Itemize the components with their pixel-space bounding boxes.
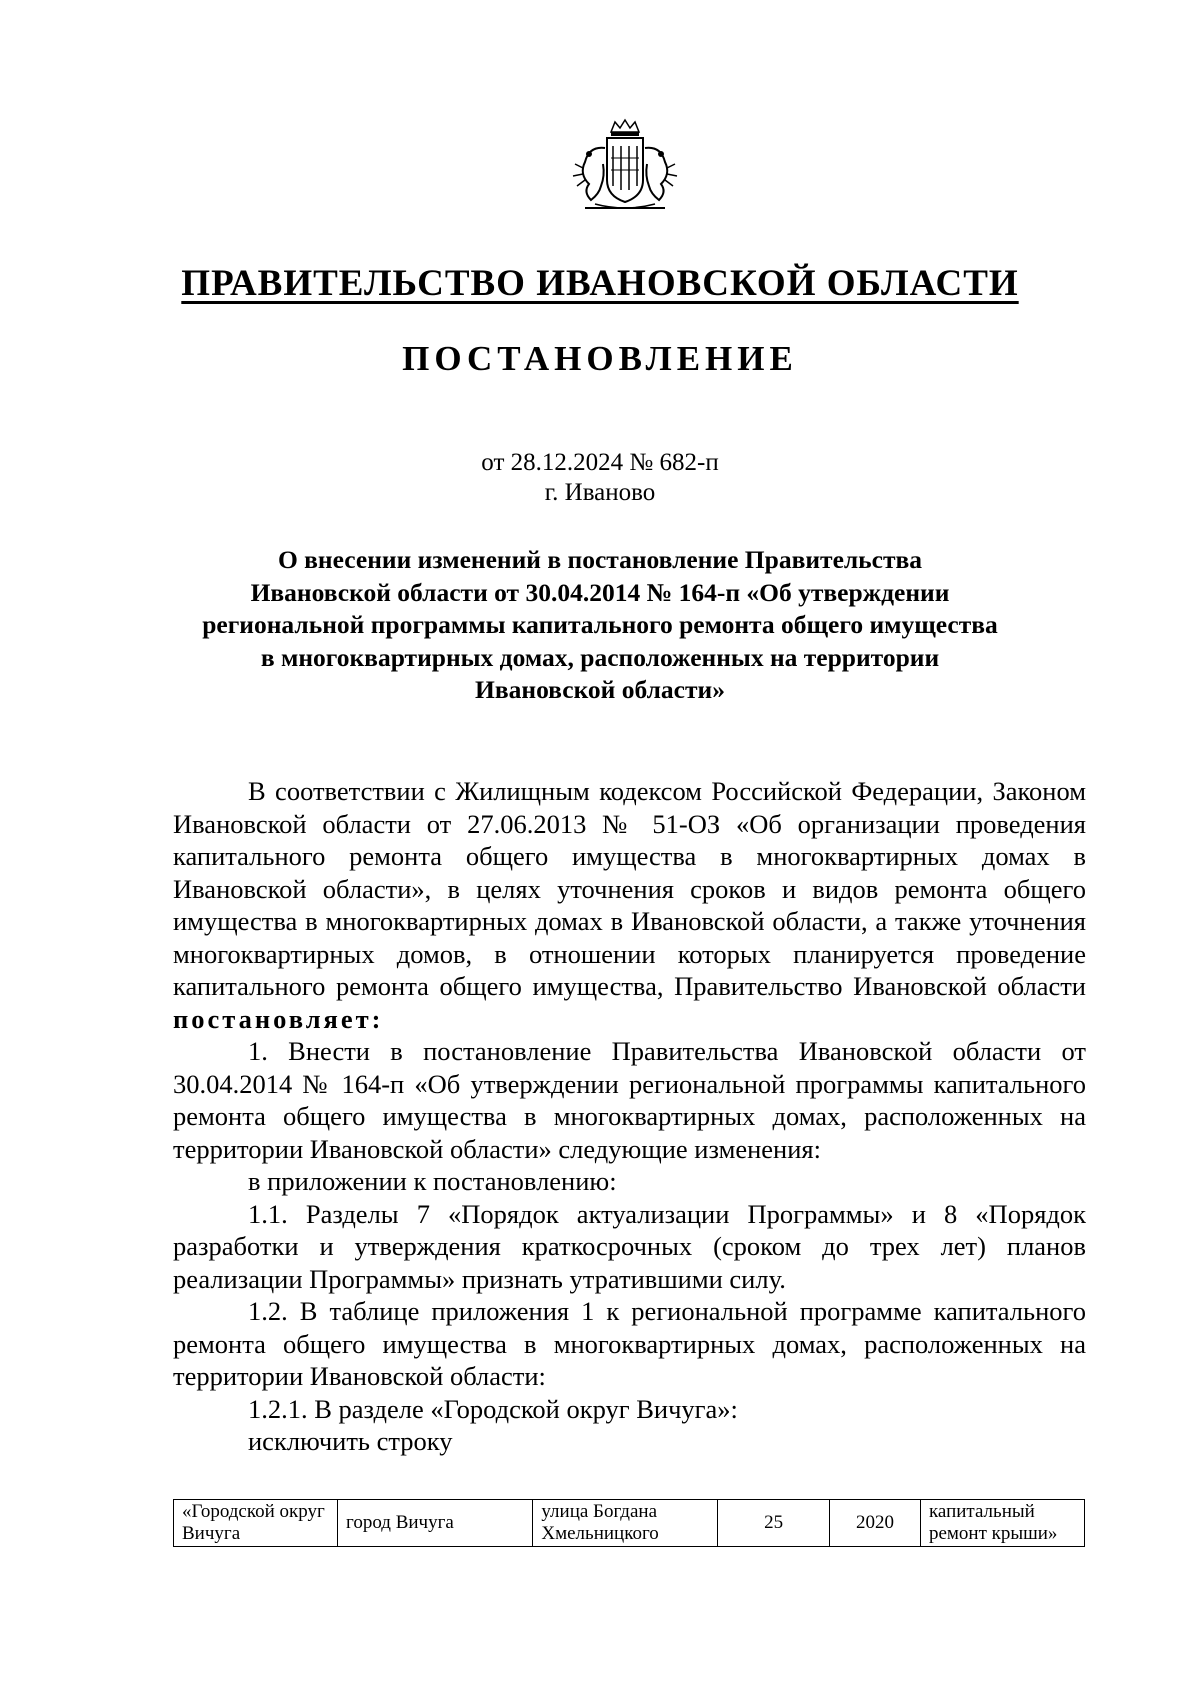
document-subject <box>170 544 1030 707</box>
subject-line: Ивановской области» <box>475 675 725 704</box>
subject-line: в многоквартирных домах, расположенных на территории <box>260 642 940 672</box>
excluded-row-table <box>173 1499 1085 1547</box>
subject-line: О внесении изменений в постановление Правительства <box>277 545 923 574</box>
intro-paragraph <box>173 775 1086 1035</box>
cell-settlement: город Вичуга <box>338 1500 533 1547</box>
document-date-number: от 28.12.2024 № 682-п <box>481 449 719 476</box>
document-city: г. Иваново <box>544 479 656 506</box>
subject-line: региональной программы капитального ремонта общего имущества <box>202 610 998 639</box>
intro-text: В соответствии с Жилищным кодексом Российской Федерации, Законом Ивановской области от 27.06.2013 № 51-ОЗ «Об организации проведения капитального ремонта общего имущества в многоквартирных домах в Ивановской области», в целях уточнения сроков и видов ремонта общего имущества в многоквартирных домах в Ивановской области, а также уточнения многоквартирных домов, в отношении которых планируется проведение капитального ремонта общего имущества, Правительство Ивановской области <box>173 776 1086 1001</box>
paragraph-exclude: исключить строку <box>248 1426 453 1456</box>
government-title: ПРАВИТЕЛЬСТВО ИВАНОВСКОЙ ОБЛАСТИ <box>181 263 1019 304</box>
table-row <box>174 1500 1085 1547</box>
paragraph-1: 1. Внести в постановление Правительства Ивановской области от 30.04.2014 № 164-п «Об утверждении региональной программы капитального ремонта общего имущества в многоквартирных домах, расположенных на территории Ивановской области» следующие изменения: <box>173 1036 1086 1164</box>
cell-work: капитальный ремонт крыши» <box>920 1500 1084 1547</box>
coat-of-arms-icon <box>555 118 695 218</box>
paragraph-annex: в приложении к постановлению: <box>248 1166 617 1196</box>
paragraph-1-2-1: 1.2.1. В разделе «Городской округ Вичуга»: <box>248 1393 738 1424</box>
paragraph-1-1: 1.1. Разделы 7 «Порядок актуализации Программы» и 8 «Порядок разработки и утверждения краткосрочных (сроком до трех лет) планов реализации Программы» признать утратившими силу. <box>173 1198 1086 1294</box>
document-type: ПОСТАНОВЛЕНИЕ <box>402 339 798 378</box>
cell-street: улица Богдана Хмельницкого <box>533 1500 718 1547</box>
paragraph-1-2: 1.2. В таблице приложения 1 к региональной программе капитального ремонта общего имущества в многоквартирных домах, расположенных на территории Ивановской области: <box>173 1296 1086 1391</box>
cell-house: 25 <box>718 1500 830 1547</box>
document-body <box>173 775 1086 1458</box>
decree-word: постановляет: <box>173 1003 384 1034</box>
cell-year: 2020 <box>830 1500 921 1547</box>
subject-line: Ивановской области от 30.04.2014 № 164-п «Об утверждении <box>250 577 950 607</box>
cell-district: «Городской округ Вичуга <box>174 1500 338 1547</box>
